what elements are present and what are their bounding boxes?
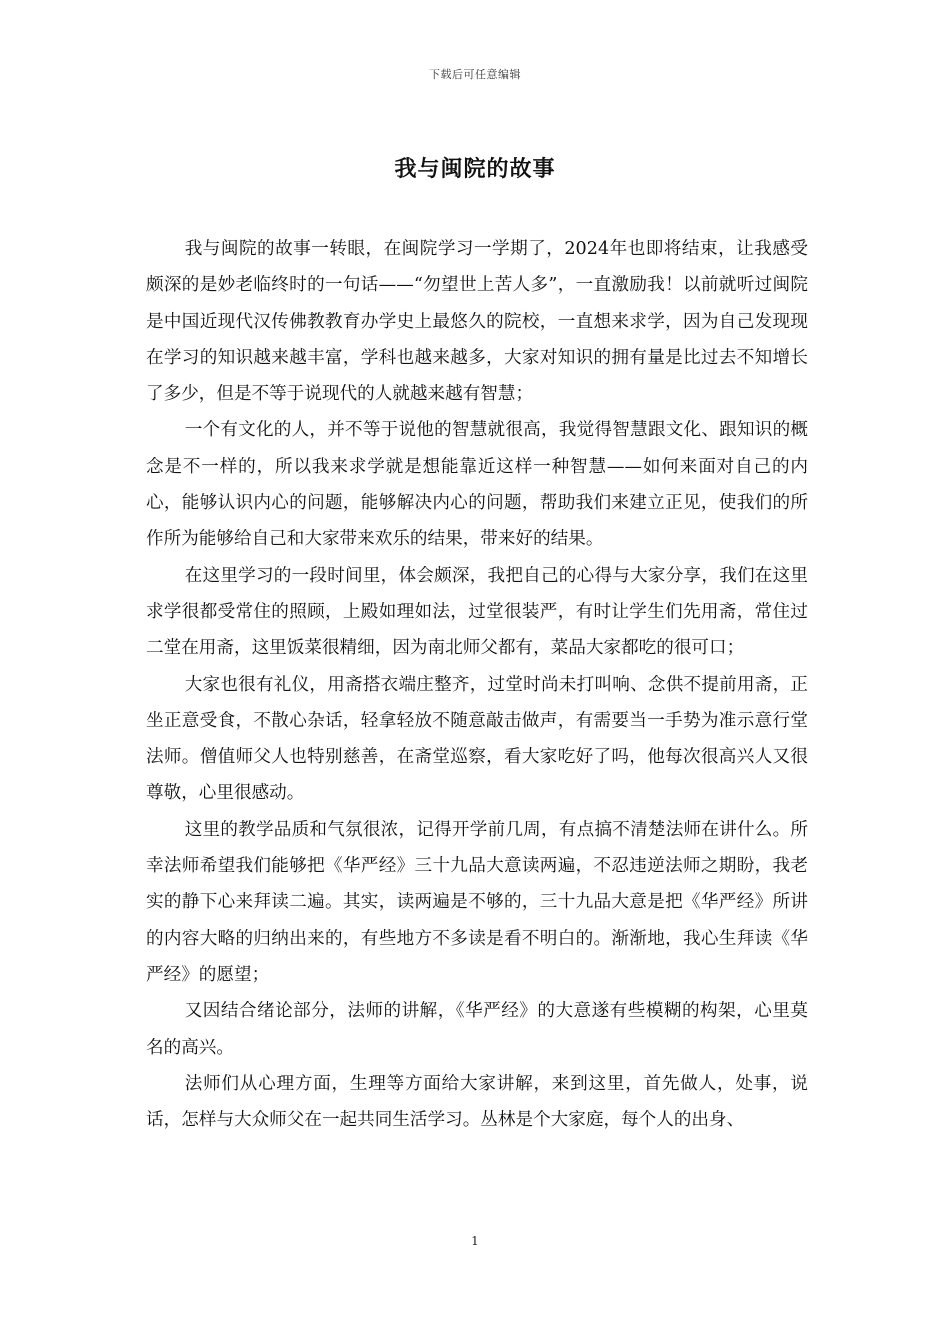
- paragraph: 又因结合绪论部分，法师的讲解，《华严经》的大意遂有些模糊的构架，心里莫名的高兴。: [146, 1001, 808, 1058]
- paragraph: 我与闽院的故事一转眼，在闽院学习一学期了，2024年也即将结束，让我感受颇深的是妙老临终时的一句话——“勿望世上苦人多”，一直激励我！以前就听过闽院是中国近现代汉传佛教教育办学史上最悠久的院校，一直想来求学，因为自己发现现在学习的知识越来越丰富，学科也越来越多，大家对知识的拥有量是比过去不知增长了多少，但是不等于说现代的人就越来越有智慧；: [146, 239, 808, 405]
- paragraph: 这里的教学品质和气氛很浓，记得开学前几周，有点搞不清楚法师在讲什么。所幸法师希望我们能够把《华严经》三十九品大意读两遍，不忍违逆法师之期盼，我老实的静下心来拜读二遍。其实，读两遍是不够的，三十九品大意是把《华严经》所讲的内容大略的归纳出来的，有些地方不多读是看不明白的。渐渐地，我心生拜读《华严经》的愿望；: [146, 819, 808, 985]
- document-title: 我与闽院的故事: [394, 156, 556, 182]
- paragraph: 大家也很有礼仪，用斋搭衣端庄整齐，过堂时尚未打叫响、念供不提前用斋，正坐正意受食，不散心杂话，轻拿轻放不随意敲击做声，有需要当一手势为准示意行堂法师。僧值师父人也特别慈善，在斋堂巡察，看大家吃好了吗，他每次很高兴人又很尊敬，心里很感动。: [146, 674, 808, 804]
- document-body: [146, 231, 808, 1138]
- paragraph: 一个有文化的人，并不等于说他的智慧就很高，我觉得智慧跟文化、跟知识的概念是不一样的，所以我来求学就是想能靠近这样一种智慧——如何来面对自己的内心，能够认识内心的问题，能够解决内心的问题，帮助我们来建立正见，使我们的所作所为能够给自己和大家带来欢乐的结果，带来好的结果。: [146, 420, 808, 550]
- header-note: 下载后可任意编辑: [429, 68, 521, 81]
- paragraph: 在这里学习的一段时间里，体会颇深，我把自己的心得与大家分享，我们在这里求学很都受常住的照顾，上殿如理如法，过堂很装严，有时让学生们先用斋，常住过二堂在用斋，这里饭菜很精细，因为南北师父都有，菜品大家都吃的很可口；: [146, 565, 808, 659]
- page-number: 1: [471, 1234, 479, 1248]
- paragraph: 法师们从心理方面，生理等方面给大家讲解，来到这里，首先做人，处事，说话，怎样与大众师父在一起共同生活学习。丛林是个大家庭，每个人的出身、: [146, 1073, 808, 1131]
